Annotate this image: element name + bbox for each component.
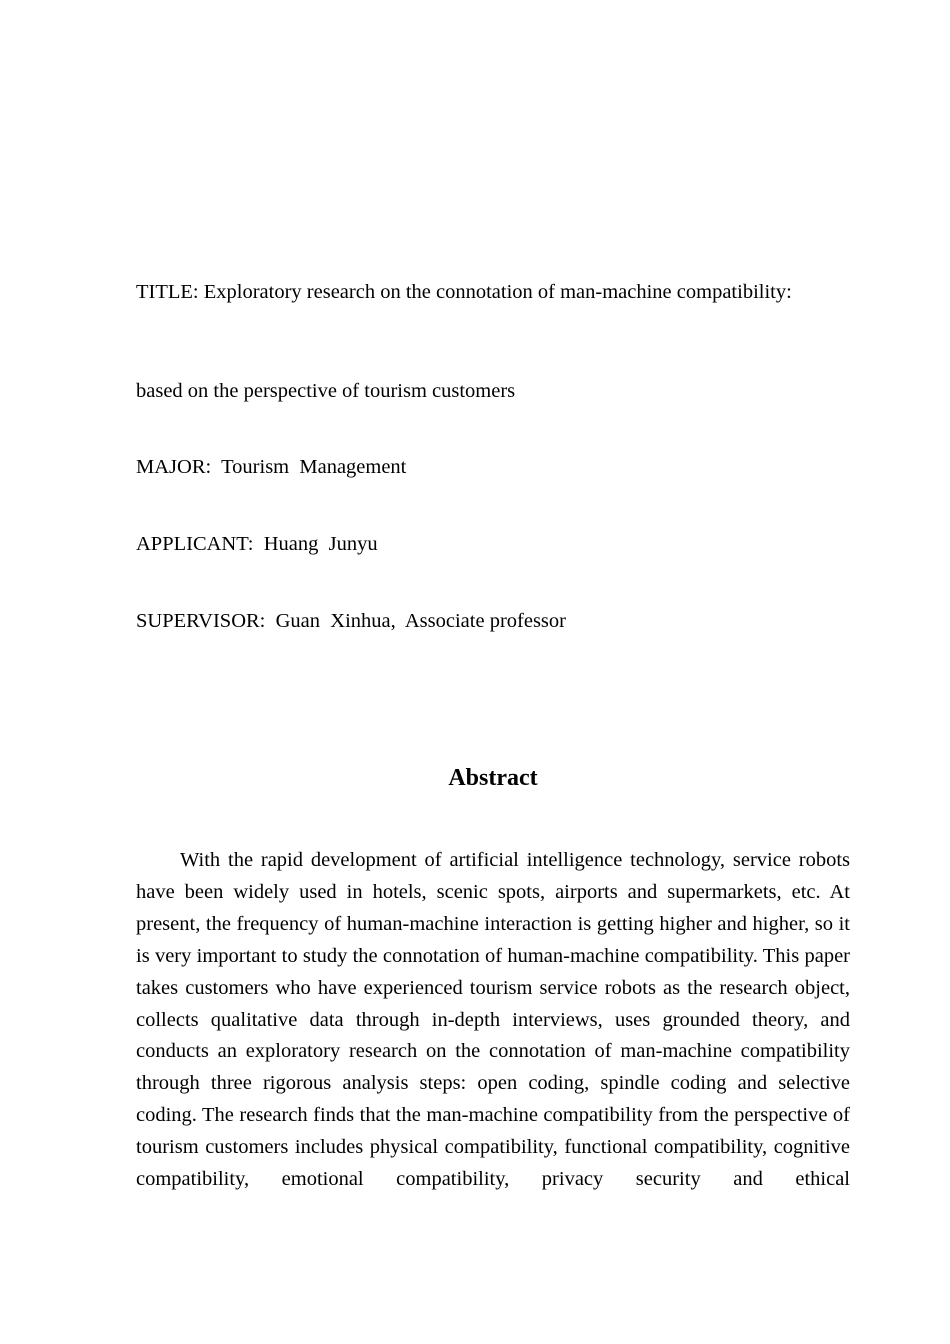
thesis-title-line-2 (136, 379, 515, 403)
title-text-line-1: Exploratory research on the connotation of man-machine compatibility: (203, 281, 792, 303)
applicant-line (136, 532, 378, 556)
supervisor-label: SUPERVISOR: (136, 610, 266, 632)
applicant-label: APPLICANT: (136, 533, 254, 555)
major-line (136, 455, 406, 479)
major-value: Tourism Management (221, 456, 407, 478)
abstract-body: With the rapid development of artificial intelligence technology, service robots have been widely used in hotels, scenic spots, airports and supermarkets, etc. At present, the frequency of human-machine interaction is getting higher and higher, so it is very important to study the connotation of human-machine compatibility. This paper takes customers who have experienced tourism service robots as the research object, collects qualitative data through in-depth interviews, uses grounded theory, and conducts an exploratory research on the connotation of man-machine compatibility through three rigorous analysis steps: open coding, spindle coding and selective coding. The research finds that the man-machine compatibility from the perspective of tourism customers includes physical compatibility, functional compatibility, cognitive compatibility, emotional compatibility, privacy security and ethical (136, 849, 850, 1191)
supervisor-line (136, 609, 566, 633)
applicant-value: Huang Junyu (263, 533, 378, 555)
abstract-heading: Abstract (448, 765, 538, 791)
supervisor-value: Guan Xinhua, Associate professor (275, 610, 566, 632)
title-label: TITLE: (136, 281, 199, 303)
thesis-title-line-1 (136, 280, 850, 304)
major-label: MAJOR: (136, 456, 212, 478)
title-text-line-2: based on the perspective of tourism customers (136, 380, 516, 402)
